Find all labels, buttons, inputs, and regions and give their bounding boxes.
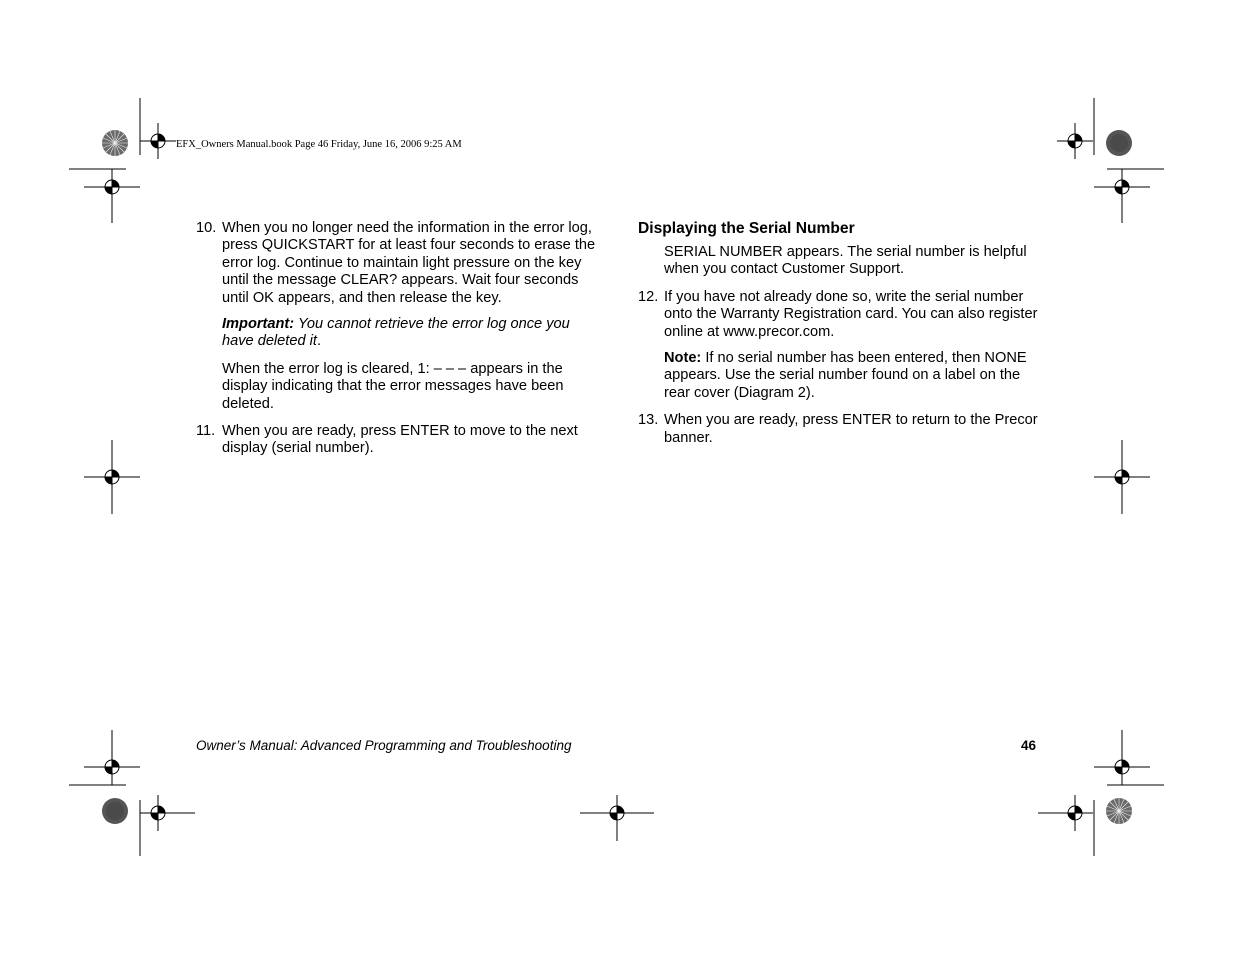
list-text: If you have not already done so, write the serial number onto the Warranty Registration card. You can also register online at www.precor.com.: [664, 288, 1038, 340]
registration-target-icon: [84, 440, 140, 514]
density-disk-icon: [1106, 130, 1132, 156]
density-disk-icon: [102, 798, 128, 824]
list-number: 11.: [196, 423, 216, 440]
right-column: [638, 220, 1048, 456]
starburst-disk-icon: [1106, 798, 1132, 824]
list-item-13: [638, 412, 1048, 447]
footer-title: Owner’s Manual: Advanced Programming and Troubleshooting: [196, 738, 572, 753]
section-heading: Displaying the Serial Number: [638, 220, 855, 237]
starburst-disk-icon: [102, 130, 128, 156]
list-number: 12.: [638, 288, 659, 305]
important-label: Important:: [222, 316, 295, 333]
page-number: 46: [1021, 738, 1037, 753]
book-slug-line: EFX_Owners Manual.book Page 46 Friday, June 16, 2006 9:25 AM: [176, 139, 462, 150]
list-text: When you are ready, press ENTER to return to the Precor banner.: [664, 412, 1038, 446]
list-number: 13.: [638, 412, 659, 429]
list-item-11: [196, 423, 601, 458]
list-text: When you are ready, press ENTER to move to the next display (serial number).: [222, 423, 578, 457]
list-number: 10.: [196, 220, 217, 236]
registration-target-icon: [1094, 169, 1150, 223]
registration-target-icon: [140, 795, 195, 831]
list-text: When you no longer need the information in the error log, press QUICKSTART for at least four seconds to erase the error log. Continue to maintain light pressure on the key until the message CLEAR? appears. Wait four seconds until OK appears, and then release the key.: [222, 220, 596, 306]
registration-target-icon: [1094, 440, 1150, 514]
important-text: You cannot retrieve the error log once you have deleted it: [222, 316, 570, 350]
note-text: If no serial number has been entered, then NONE appears. Use the serial number found on a label on the rear cover (Diagram 2).: [664, 350, 1027, 401]
registration-target-icon: [140, 123, 176, 159]
cleared-note: When the error log is cleared, 1: – – – appears in the display indicating that the error messages have been deleted.: [222, 360, 564, 412]
section-intro: SERIAL NUMBER appears. The serial number is helpful when you contact Customer Support.: [664, 244, 1027, 278]
registration-target-icon: [1038, 795, 1093, 831]
list-item-10: [196, 220, 601, 307]
important-end: .: [316, 333, 321, 350]
list-item-12: [638, 289, 1048, 341]
note-label: Note:: [664, 350, 702, 367]
important-note: [196, 316, 601, 351]
registration-target-icon: [84, 730, 140, 785]
registration-target-icon: [580, 795, 654, 841]
note-paragraph: [638, 350, 1048, 402]
registration-target-icon: [84, 169, 140, 223]
left-column: [196, 220, 601, 467]
registration-target-icon: [1094, 730, 1150, 785]
registration-target-icon: [1057, 123, 1093, 159]
